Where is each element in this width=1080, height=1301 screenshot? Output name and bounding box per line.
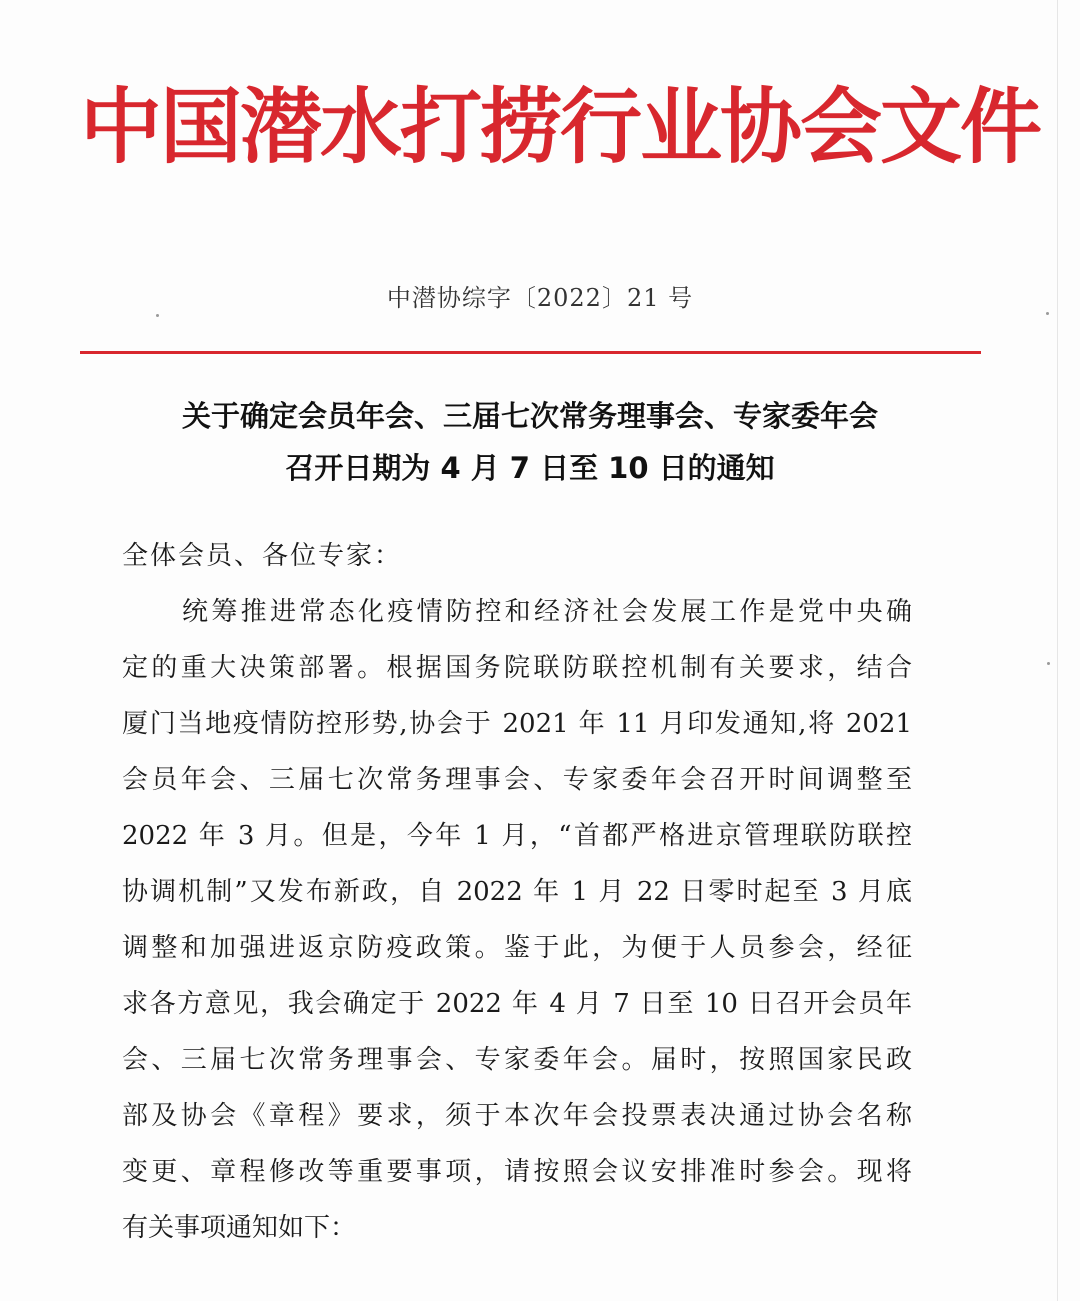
body-line: 2022 年 3 月。但是，今年 1 月，“首都严格进京管理联防联控: [122, 821, 912, 851]
body-line: 会员年会、三届七次常务理事会、专家委年会召开时间调整至: [122, 765, 912, 795]
scan-speck: [1047, 662, 1050, 665]
body-line: 求各方意见，我会确定于 2022 年 4 月 7 日至 10 日召开会员年: [122, 989, 912, 1019]
document-number: 中潜协综字〔2022〕21 号: [386, 284, 694, 312]
salutation: 全体会员、各位专家：: [122, 541, 403, 571]
body-line: 变更、章程修改等重要事项，请按照会议安排准时参会。现将: [122, 1157, 912, 1187]
scan-speck: [1046, 312, 1049, 315]
notice-title: [80, 390, 980, 494]
scan-edge-line: [1057, 0, 1058, 1301]
body-line: 有关事项通知如下：: [122, 1213, 357, 1243]
body-line: 调整和加强进返京防疫政策。鉴于此，为便于人员参会，经征: [122, 933, 912, 963]
notice-body: [122, 584, 912, 1256]
body-line: 会、三届七次常务理事会、专家委年会。届时，按照国家民政: [122, 1045, 912, 1075]
red-divider-rule: [80, 351, 981, 354]
body-line: 协调机制”又发布新政，自 2022 年 1 月 22 日零时起至 3 月底: [122, 877, 912, 907]
masthead-title: 中国潜水打捞行业协会文件: [80, 79, 1041, 175]
notice-title-line: 关于确定会员年会、三届七次常务理事会、专家委年会: [181, 399, 878, 433]
body-line: 定的重大决策部署。根据国务院联防联控机制有关要求，结合: [122, 653, 912, 683]
scan-speck: [156, 314, 159, 317]
body-line: 厦门当地疫情防控形势,协会于 2021 年 11 月印发通知,将 2021: [122, 709, 912, 739]
body-line: 部及协会《章程》要求，须于本次年会投票表决通过协会名称: [122, 1101, 912, 1131]
body-line: 统筹推进常态化疫情防控和经济社会发展工作是党中央确: [182, 597, 912, 627]
notice-title-line: 召开日期为 4 月 7 日至 10 日的通知: [285, 451, 775, 485]
